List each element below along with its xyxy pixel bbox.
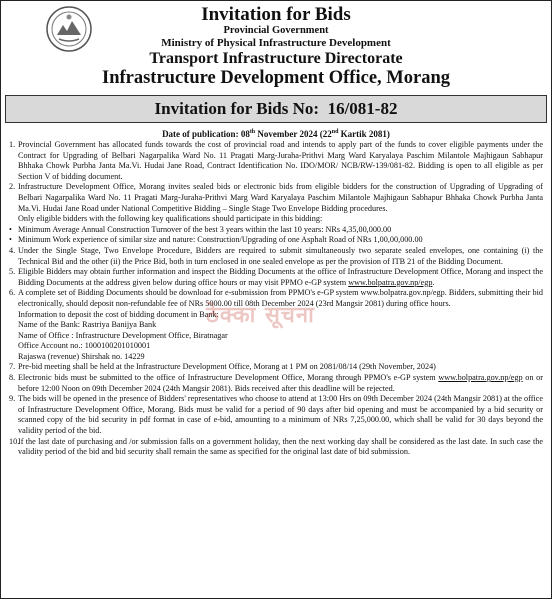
item-text: A complete set of Bidding Documents should be download for e-submission from PPMO's e-GP system www.bolpatra.gov.np/egp. Bidders, submitting their bid electronically, should deposit non-refundable fee of NRs 5000.00 till 08th December 2024 (23rd Mangsir 2081) during office hours. [18,288,543,308]
item-text-block [18,246,543,267]
publication-date [1,126,551,140]
item-text: Name of Office : Infrastructure Development Office, Biratnagar [18,330,228,340]
item-text: If the last date of purchasing and /or submission falls on a government holiday, then the next working day shall be considered as the last date. In such case the validity period of the bid and bid security shall remain the same as specified for the original last date of bid submission. [18,436,543,457]
item-marker: • [9,224,12,234]
bolpatra-link[interactable]: www.bolpatra.gov.np/egp [348,277,433,287]
notice-item [9,341,543,352]
item-marker: • [9,235,12,245]
office-name: Infrastructure Development Office, Morang [102,68,450,88]
item-text: Infrastructure Development Office, Morang invites sealed bids or electronic bids from eligible bidders for the construction of Upgrading of Upgrading of Belbari Nagarpalika Ward No. 11 Pragati Marg-Juraha-Prithvi Marg Ward Karyalaya Paschim Milantole Majhigaun Sabhapur Bhhaka Chowk Purbha Janta Ma.Vi. Hudai Jane Road under National Competitive Bidding – Single Stage Two Envelope Bidding procedures. [18,182,543,213]
item-text: Only eligible bidders with the following key qualifications should participate in this bidding: [18,214,323,224]
item-text-after: . [432,277,435,287]
item-text: Minimum Average Annual Construction Turnover of the best 3 years within the last 10 years: NRs 4,35,00,000.00 [18,224,392,234]
item-marker [9,341,18,352]
item-text: Pre-bid meeting shall be held at the Infrastructure Development Office, Morang at 1 PM on 2081/08/14 (29th November, 2024) [18,362,436,372]
pubdate-sup2: nd [331,129,339,135]
item-marker [9,352,18,363]
notice-item [9,437,543,458]
item-text-block [18,362,543,373]
item-text: Office Account no.: 1000100201010001 [18,341,151,351]
notice-title: Invitation for Bids [201,4,351,25]
notice-item [9,225,543,236]
bid-number-banner [5,95,547,123]
notice-item [9,182,543,214]
item-marker: 6. [9,288,16,298]
directorate-name: Transport Infrastructure Directorate [149,50,403,67]
item-marker [9,320,18,331]
item-text: The bids will be opened in the presence of Bidders' representatives who choose to attend at 13:00 Hrs on 09th December 2024 (24th Mangsir 2081) at the office of Infrastructure Development Office, Morang. Bids must be valid for a period of 90 days after bid opening and must be accompanied by a bid security or scanned copy of the bid security in pdf format in case of e-bid, amounting to a minimum of NRs 7,25,000.00, which shall be valid for 30 days beyond the validity period of the bid. [18,394,543,436]
notice-item [9,267,543,288]
pubdate-prefix: Date of publication: 08 [162,129,250,139]
item-text: Rajaswa (revenue) Shirshak no. 14229 [18,351,145,361]
notice-item [9,235,543,246]
item-text-block [18,267,543,288]
item-text: Minimum Work experience of similar size and nature: Construction/Upgrading of one Asphalt Road of NRs 1,00,00,000.00 [18,235,423,245]
notice-item [9,331,543,342]
item-text: Electronic bids must be submitted to the office of Infrastructure Development Office, Morang through PPMO's e-GP system [18,373,439,383]
item-text-block [18,140,543,182]
pubdate-sup1: th [249,129,256,135]
bolpatra-link[interactable]: www.bolpatra.gov.np/egp [438,373,523,383]
bid-number-label: Invitation for Bids No: [154,99,320,118]
watermark: ठेक्का सूचना [206,303,315,328]
notice-item [9,140,543,182]
item-text-block [18,182,543,214]
item-text: Information to deposit the cost of bidding document in Bank: [18,309,219,319]
item-text-after: on or before 12:00 Noon on 09th December 2024 (24th Mangsir 2081). Bids received after this deadline will be rejected. [18,373,543,393]
item-marker: 8. [9,373,16,383]
item-text-block [18,214,543,225]
pubdate-mid: November 2024 (22 [255,129,332,139]
notice-item [9,352,543,363]
item-text-block [18,373,543,394]
notice-item [9,214,543,225]
item-marker: 7. [9,362,16,372]
bid-number: 16/081-82 [327,99,398,118]
item-marker: 5. [9,267,16,277]
item-marker: 10. [9,436,20,446]
item-marker: 4. [9,245,16,255]
item-text-block [18,394,543,436]
item-marker: 1. [9,140,16,149]
notice-item [9,362,543,373]
item-marker [9,331,18,342]
item-marker: 9. [9,394,16,404]
item-text-block [18,225,543,236]
item-text: Eligible Bidders may obtain further information and inspect the Bidding Documents at the office of Infrastructure Development Office, Morang and inspect the Bidding Documents at the address given below during office hours or may visit PPMO e-GP system [18,267,543,287]
ministry-name: Ministry of Physical Infrastructure Development [161,37,391,49]
item-marker [9,310,18,321]
notice-item [9,373,543,394]
item-text-block [18,437,543,458]
item-text: Under the Single Stage, Two Envelope Procedure, Bidders are required to submit simultaneously two separate sealed envelopes, one containing (i) the Technical Bid and the other (ii) the Price Bid, both in turn enclosed in one sealed envelope as per the provision of ITB 21 of the Bidding Document. [18,245,543,266]
item-text-block [18,235,543,246]
item-text-block [18,331,543,342]
notice-item [9,246,543,267]
nepal-emblem-icon [45,5,93,53]
item-text: Name of the Bank: Rastriya Banijya Bank [18,320,157,330]
notice-item [9,394,543,436]
item-marker: 2. [9,182,16,192]
item-marker [9,214,18,225]
government-name: Provincial Government [223,25,329,36]
pubdate-suffix: Kartik 2081) [338,129,390,139]
item-text-block [18,352,543,363]
item-text: Provincial Government has allocated funds towards the cost of provincial road and intends to apply part of the funds to cover eligible payments under the Contract for Upgrading of Belbari Nagarpalika Ward No. 11 Pragati Marg-Juraha-Prithvi Marg Ward Karyalaya Paschim Milantole Majhigaun Sabhapur Bhhaka Chowk Purbha Janta Ma.Vi. Hudai Jane Road, Contract Identification No. IDO/MOR/ NCB/RW-139/081-82. Bidding is open to all eligible as per Section V of bidding document. [18,140,543,181]
item-text-block [18,341,543,352]
